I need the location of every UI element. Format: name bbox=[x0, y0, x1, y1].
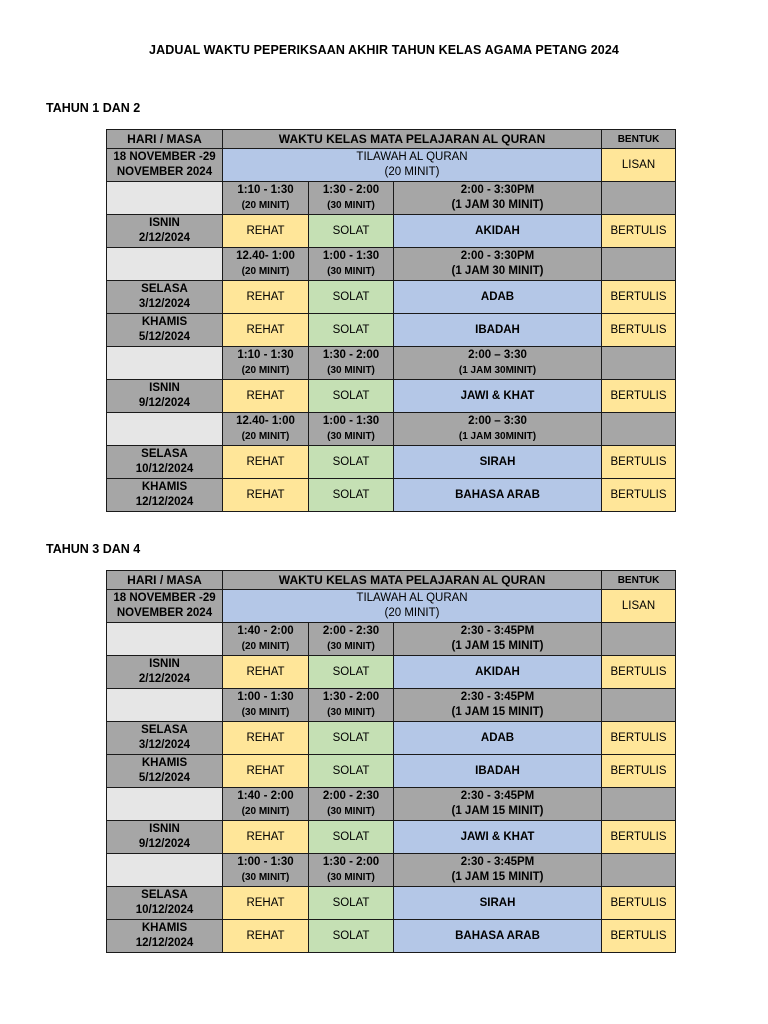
rest-cell: REHAT bbox=[223, 722, 309, 755]
rest-cell: REHAT bbox=[223, 755, 309, 788]
table-header-row bbox=[107, 130, 676, 149]
time-slot-row bbox=[107, 854, 676, 887]
exam-subject-cell: SIRAH bbox=[394, 446, 602, 479]
exam-subject-cell: JAWI & KHAT bbox=[394, 821, 602, 854]
exam-subject-cell: ADAB bbox=[394, 281, 602, 314]
time-slot-row bbox=[107, 413, 676, 446]
quran-date-cell: 18 NOVEMBER -29 NOVEMBER 2024 bbox=[107, 590, 223, 623]
slot-pray-time: 1:30 - 2:00 (30 MINIT) bbox=[309, 689, 394, 722]
header-subject: WAKTU KELAS MATA PELAJARAN AL QURAN bbox=[223, 571, 602, 590]
header-day: HARI / MASA bbox=[107, 130, 223, 149]
exam-subject-cell: IBADAH bbox=[394, 755, 602, 788]
blank-cell bbox=[602, 788, 676, 821]
rest-cell: REHAT bbox=[223, 821, 309, 854]
time-slot-row bbox=[107, 788, 676, 821]
time-slot-row bbox=[107, 347, 676, 380]
pray-cell: SOLAT bbox=[309, 821, 394, 854]
exam-form-cell: BERTULIS bbox=[602, 380, 676, 413]
exam-day-cell: SELASA 3/12/2024 bbox=[107, 281, 223, 314]
exam-row bbox=[107, 281, 676, 314]
exam-day-cell: KHAMIS 5/12/2024 bbox=[107, 314, 223, 347]
slot-exam-time: 2:00 - 3:30PM (1 JAM 30 MINIT) bbox=[394, 248, 602, 281]
exam-day-cell: ISNIN 2/12/2024 bbox=[107, 656, 223, 689]
header-form: BENTUK bbox=[602, 130, 676, 149]
time-slot-row bbox=[107, 689, 676, 722]
exam-form-cell: BERTULIS bbox=[602, 755, 676, 788]
pray-cell: SOLAT bbox=[309, 446, 394, 479]
blank-cell bbox=[602, 248, 676, 281]
exam-form-cell: BERTULIS bbox=[602, 722, 676, 755]
exam-subject-cell: ADAB bbox=[394, 722, 602, 755]
exam-day-cell: SELASA 10/12/2024 bbox=[107, 887, 223, 920]
blank-cell bbox=[107, 854, 223, 887]
slot-pray-time: 1:00 - 1:30 (30 MINIT) bbox=[309, 413, 394, 446]
quran-row bbox=[107, 590, 676, 623]
time-slot-row bbox=[107, 182, 676, 215]
exam-row bbox=[107, 656, 676, 689]
blank-cell bbox=[107, 623, 223, 656]
slot-rest-time: 1:40 - 2:00 (20 MINIT) bbox=[223, 788, 309, 821]
exam-row bbox=[107, 821, 676, 854]
slot-exam-time: 2:30 - 3:45PM (1 JAM 15 MINIT) bbox=[394, 689, 602, 722]
slot-rest-time: 1:40 - 2:00 (20 MINIT) bbox=[223, 623, 309, 656]
section-label-tahun-3-4: TAHUN 3 DAN 4 bbox=[46, 542, 141, 556]
blank-cell bbox=[602, 689, 676, 722]
quran-form-cell: LISAN bbox=[602, 590, 676, 623]
slot-pray-time: 2:00 - 2:30 (30 MINIT) bbox=[309, 623, 394, 656]
header-form: BENTUK bbox=[602, 571, 676, 590]
exam-day-cell: KHAMIS 12/12/2024 bbox=[107, 479, 223, 512]
slot-rest-time: 1:00 - 1:30 (30 MINIT) bbox=[223, 854, 309, 887]
exam-form-cell: BERTULIS bbox=[602, 920, 676, 953]
pray-cell: SOLAT bbox=[309, 887, 394, 920]
exam-row bbox=[107, 722, 676, 755]
exam-row bbox=[107, 215, 676, 248]
slot-exam-time: 2:00 – 3:30 (1 JAM 30MINIT) bbox=[394, 347, 602, 380]
exam-row bbox=[107, 755, 676, 788]
slot-pray-time: 1:00 - 1:30 (30 MINIT) bbox=[309, 248, 394, 281]
slot-pray-time: 2:00 - 2:30 (30 MINIT) bbox=[309, 788, 394, 821]
exam-form-cell: BERTULIS bbox=[602, 887, 676, 920]
exam-row bbox=[107, 920, 676, 953]
exam-form-cell: BERTULIS bbox=[602, 281, 676, 314]
pray-cell: SOLAT bbox=[309, 479, 394, 512]
slot-pray-time: 1:30 - 2:00 (30 MINIT) bbox=[309, 182, 394, 215]
exam-subject-cell: SIRAH bbox=[394, 887, 602, 920]
quran-row bbox=[107, 149, 676, 182]
section-label-tahun-1-2: TAHUN 1 DAN 2 bbox=[46, 101, 141, 115]
slot-rest-time: 12.40- 1:00 (20 MINIT) bbox=[223, 248, 309, 281]
slot-exam-time: 2:30 - 3:45PM (1 JAM 15 MINIT) bbox=[394, 788, 602, 821]
document-title: JADUAL WAKTU PEPERIKSAAN AKHIR TAHUN KELAS AGAMA PETANG 2024 bbox=[149, 43, 619, 57]
exam-row bbox=[107, 314, 676, 347]
exam-form-cell: BERTULIS bbox=[602, 215, 676, 248]
rest-cell: REHAT bbox=[223, 314, 309, 347]
exam-day-cell: ISNIN 2/12/2024 bbox=[107, 215, 223, 248]
rest-cell: REHAT bbox=[223, 281, 309, 314]
pray-cell: SOLAT bbox=[309, 281, 394, 314]
time-slot-row bbox=[107, 248, 676, 281]
exam-subject-cell: BAHASA ARAB bbox=[394, 479, 602, 512]
exam-form-cell: BERTULIS bbox=[602, 821, 676, 854]
quran-subject-cell: TILAWAH AL QURAN (20 MINIT) bbox=[223, 149, 602, 182]
exam-form-cell: BERTULIS bbox=[602, 479, 676, 512]
exam-day-cell: ISNIN 9/12/2024 bbox=[107, 821, 223, 854]
slot-pray-time: 1:30 - 2:00 (30 MINIT) bbox=[309, 854, 394, 887]
exam-subject-cell: AKIDAH bbox=[394, 656, 602, 689]
blank-cell bbox=[602, 413, 676, 446]
quran-subject-cell: TILAWAH AL QURAN (20 MINIT) bbox=[223, 590, 602, 623]
blank-cell bbox=[107, 347, 223, 380]
rest-cell: REHAT bbox=[223, 887, 309, 920]
blank-cell bbox=[107, 689, 223, 722]
rest-cell: REHAT bbox=[223, 215, 309, 248]
rest-cell: REHAT bbox=[223, 479, 309, 512]
header-subject: WAKTU KELAS MATA PELAJARAN AL QURAN bbox=[223, 130, 602, 149]
pray-cell: SOLAT bbox=[309, 920, 394, 953]
blank-cell bbox=[107, 248, 223, 281]
slot-rest-time: 1:10 - 1:30 (20 MINIT) bbox=[223, 347, 309, 380]
rest-cell: REHAT bbox=[223, 380, 309, 413]
exam-day-cell: KHAMIS 5/12/2024 bbox=[107, 755, 223, 788]
header-day: HARI / MASA bbox=[107, 571, 223, 590]
exam-row bbox=[107, 479, 676, 512]
slot-pray-time: 1:30 - 2:00 (30 MINIT) bbox=[309, 347, 394, 380]
time-slot-row bbox=[107, 623, 676, 656]
slot-rest-time: 1:00 - 1:30 (30 MINIT) bbox=[223, 689, 309, 722]
exam-subject-cell: BAHASA ARAB bbox=[394, 920, 602, 953]
slot-rest-time: 12.40- 1:00 (20 MINIT) bbox=[223, 413, 309, 446]
pray-cell: SOLAT bbox=[309, 755, 394, 788]
blank-cell bbox=[602, 854, 676, 887]
blank-cell bbox=[602, 623, 676, 656]
blank-cell bbox=[107, 788, 223, 821]
blank-cell bbox=[602, 347, 676, 380]
schedule-table-tahun-1-2 bbox=[106, 129, 676, 512]
rest-cell: REHAT bbox=[223, 446, 309, 479]
exam-row bbox=[107, 380, 676, 413]
blank-cell bbox=[107, 182, 223, 215]
slot-exam-time: 2:00 – 3:30 (1 JAM 30MINIT) bbox=[394, 413, 602, 446]
exam-form-cell: BERTULIS bbox=[602, 314, 676, 347]
exam-subject-cell: JAWI & KHAT bbox=[394, 380, 602, 413]
exam-subject-cell: AKIDAH bbox=[394, 215, 602, 248]
exam-form-cell: BERTULIS bbox=[602, 656, 676, 689]
table-header-row bbox=[107, 571, 676, 590]
pray-cell: SOLAT bbox=[309, 314, 394, 347]
slot-exam-time: 2:00 - 3:30PM (1 JAM 30 MINIT) bbox=[394, 182, 602, 215]
quran-date-cell: 18 NOVEMBER -29 NOVEMBER 2024 bbox=[107, 149, 223, 182]
pray-cell: SOLAT bbox=[309, 722, 394, 755]
exam-day-cell: SELASA 3/12/2024 bbox=[107, 722, 223, 755]
pray-cell: SOLAT bbox=[309, 215, 394, 248]
slot-exam-time: 2:30 - 3:45PM (1 JAM 15 MINIT) bbox=[394, 854, 602, 887]
exam-subject-cell: IBADAH bbox=[394, 314, 602, 347]
slot-exam-time: 2:30 - 3:45PM (1 JAM 15 MINIT) bbox=[394, 623, 602, 656]
exam-day-cell: KHAMIS 12/12/2024 bbox=[107, 920, 223, 953]
exam-form-cell: BERTULIS bbox=[602, 446, 676, 479]
rest-cell: REHAT bbox=[223, 656, 309, 689]
quran-form-cell: LISAN bbox=[602, 149, 676, 182]
blank-cell bbox=[602, 182, 676, 215]
pray-cell: SOLAT bbox=[309, 656, 394, 689]
rest-cell: REHAT bbox=[223, 920, 309, 953]
exam-row bbox=[107, 446, 676, 479]
blank-cell bbox=[107, 413, 223, 446]
exam-day-cell: ISNIN 9/12/2024 bbox=[107, 380, 223, 413]
exam-row bbox=[107, 887, 676, 920]
pray-cell: SOLAT bbox=[309, 380, 394, 413]
exam-day-cell: SELASA 10/12/2024 bbox=[107, 446, 223, 479]
schedule-table-tahun-3-4 bbox=[106, 570, 676, 953]
slot-rest-time: 1:10 - 1:30 (20 MINIT) bbox=[223, 182, 309, 215]
